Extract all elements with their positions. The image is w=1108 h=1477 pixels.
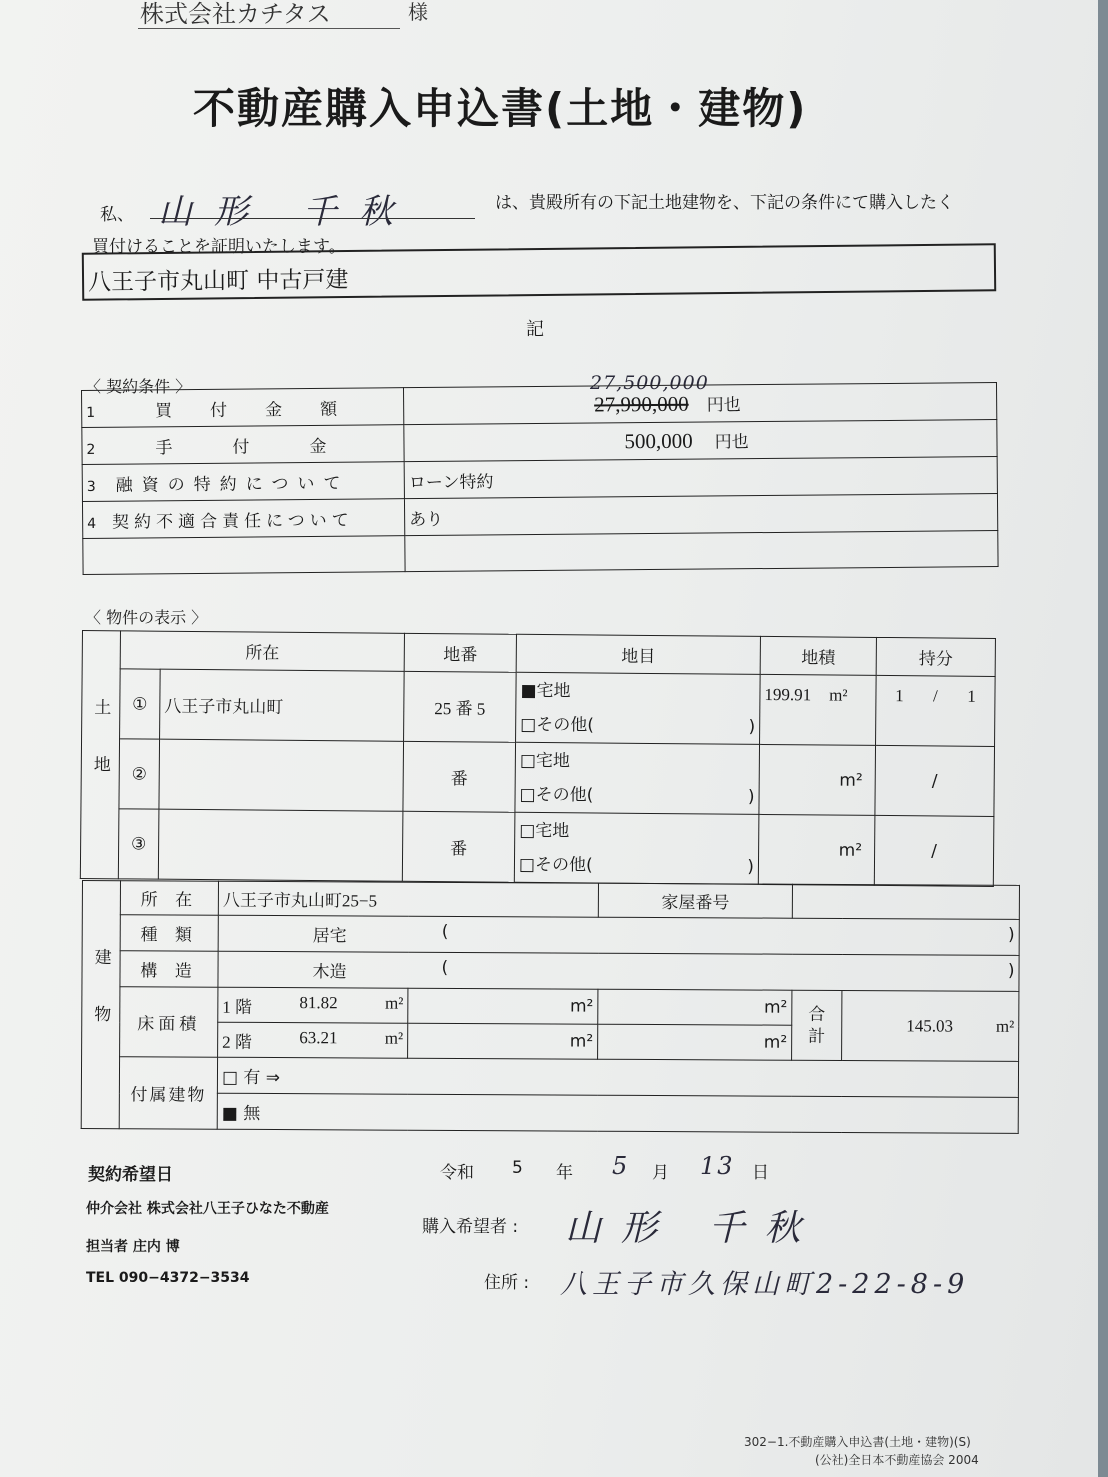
floor-label: 床面積 [120,987,218,1058]
broker-person: 担当者 庄内 博 [86,1239,180,1255]
deposit-unit: 円也 [714,432,749,453]
deposit-value: 500,000 [624,428,693,454]
loan-value: ローン特約 [408,471,494,493]
property-name: 八王子市丸山町 中古戸建 [87,266,349,296]
land-location: 八王子市丸山町 [160,669,405,741]
land-share-a: 1 [895,686,904,706]
intro-prefix: 私、 [100,205,134,225]
liability-value: あり [409,509,444,530]
floor2-label: 2 階 [222,1032,252,1052]
date-day: 13 [700,1152,735,1180]
annex-label: 付属建物 [119,1057,217,1130]
land-cat-residential: ■宅地 [520,680,571,701]
floor-unit: m² [598,989,792,1025]
floor-unit: m² [408,1023,598,1059]
date-month-unit: 月 [652,1163,669,1183]
intro-text-1: は、貴殿所有の下記土地建物を、下記の条件にて購入したく [495,193,954,213]
land-cat-other: □その他( [519,784,594,805]
date-year-unit: 年 [556,1163,573,1183]
land-share-b: 1 [967,686,976,706]
land-cat-close: ) [747,856,755,877]
floor1-unit: m² [384,993,404,1013]
condition-no: 2 [86,441,96,458]
house-no-value [792,884,1019,919]
corrected-price-handwritten: 27,500,000 [590,372,709,394]
land-cat-residential: □宅地 [519,820,570,841]
land-area-unit: m² [829,685,848,705]
land-cat-residential: □宅地 [519,750,571,771]
land-table [80,630,996,887]
publisher: (公社)全日本不動産協会 2004 [815,1453,979,1467]
floor1-value: 81.82 [299,992,338,1012]
building-table [81,880,1020,1134]
date-month: 5 [612,1152,634,1180]
annex-no: ■ 無 [217,1093,1018,1133]
property-heading: 〈 物件の表示 〉 [85,608,208,627]
intro-text-2: 買付けることを証明いたします。 [92,237,346,257]
structure-paren-close: ) [1007,960,1015,981]
land-area-unit: m² [759,744,876,815]
applicant-name-handwritten: 山形 千秋 [158,192,415,232]
header-lot: 地番 [404,633,516,672]
land-lot: 番 [402,811,515,882]
land-row-1 [82,669,996,747]
condition-row-empty [83,531,998,575]
type-paren-close: ) [1008,924,1015,945]
conditions-table [81,382,999,575]
ki-mark: 記 [526,319,544,340]
land-no: ① [120,669,161,739]
condition-label: 契約不適合責任について [111,510,354,533]
price-struck: 27,990,000 [594,391,689,417]
address-label: 住所 : [484,1273,530,1293]
condition-label: 融資の特約について [115,473,350,496]
name-underline [150,218,475,219]
land-no: ③ [118,809,159,879]
floor1-label: 1 階 [222,997,253,1017]
recipient-honorific: 様 [408,0,428,24]
broker-company: 仲介会社 株式会社八王子ひなた不動産 [86,1201,329,1217]
price-unit: 円也 [706,395,741,416]
header-area: 地積 [760,636,876,675]
land-share-slash: / [875,745,995,816]
buyer-name-handwritten: 山形 千秋 [565,1208,821,1249]
header-share: 持分 [876,637,995,676]
building-structure: 木造 [312,962,347,983]
building-loc-label: 所 在 [120,881,218,916]
building-label: 建物 [90,947,111,1062]
land-row-2 [81,739,995,817]
floor2-value: 63.21 [299,1027,338,1047]
page-title: 不動産購入申込書(土地・建物) [193,84,808,133]
building-row-location [82,881,1019,920]
structure-label: 構 造 [120,951,218,988]
annex-row-yes [81,1057,1018,1098]
building-row-structure [82,951,1019,992]
land-cat-other: □その他( [518,854,593,875]
date-day-unit: 日 [752,1163,769,1183]
land-location [158,809,403,881]
floor-unit: m² [408,988,598,1024]
land-lot: 番 [403,741,516,812]
floor-unit: m² [598,1024,792,1060]
land-cat-close: ) [748,716,756,737]
annex-yes: □ 有 ⇒ [217,1057,1018,1097]
condition-no: 4 [87,515,97,532]
header-location: 所在 [120,631,404,671]
form-code: 302−1.不動産購入申込書(土地・建物)(S) [744,1435,971,1449]
land-row-3 [80,808,994,886]
date-year: 5 [512,1158,523,1178]
date-era: 令和 [440,1163,474,1183]
address-handwritten: 八王子市久保山町2-22-8-9 [560,1269,970,1300]
structure-paren-open: ( [441,957,449,978]
total-unit: m² [995,1016,1015,1036]
recipient-underline [138,28,400,29]
building-type: 居宅 [312,926,347,947]
conditions-heading: 〈 契約条件 〉 [85,377,192,396]
total-value: 145.03 [906,1015,954,1036]
land-lot: 25 番 5 [404,671,517,742]
header-category: 地目 [516,634,760,674]
floor-row-1 [82,987,1019,1027]
land-share-slash: / [932,686,938,706]
broker-tel: TEL 090−4372−3534 [86,1270,250,1286]
type-label: 種 類 [120,915,218,952]
condition-label: 買付金額 [155,398,376,421]
house-no-label: 家屋番号 [598,883,792,918]
land-share-slash: / [874,815,994,886]
property-name-box [82,243,996,301]
total-label: 合 計 [808,1004,826,1047]
floor2-unit: m² [384,1028,404,1048]
recipient-company: 株式会社カチタス [140,0,331,28]
land-no: ② [119,739,160,809]
contract-date-label: 契約希望日 [88,1165,173,1185]
type-paren-open: ( [441,921,449,942]
land-location [159,739,404,811]
buyer-label: 購入希望者 : [422,1217,519,1237]
land-cat-other: □その他( [520,714,594,735]
annex-row-no [81,1092,1018,1133]
building-location: 八王子市丸山町25−5 [218,881,598,917]
land-area: 199.91 [764,684,812,705]
condition-no: 1 [86,404,96,421]
land-label: 土地 [89,697,111,812]
condition-no: 3 [86,478,96,495]
condition-label: 手付金 [155,435,387,458]
land-cat-close: ) [747,786,755,807]
building-row-type [82,915,1019,956]
land-area-unit: m² [758,814,875,885]
